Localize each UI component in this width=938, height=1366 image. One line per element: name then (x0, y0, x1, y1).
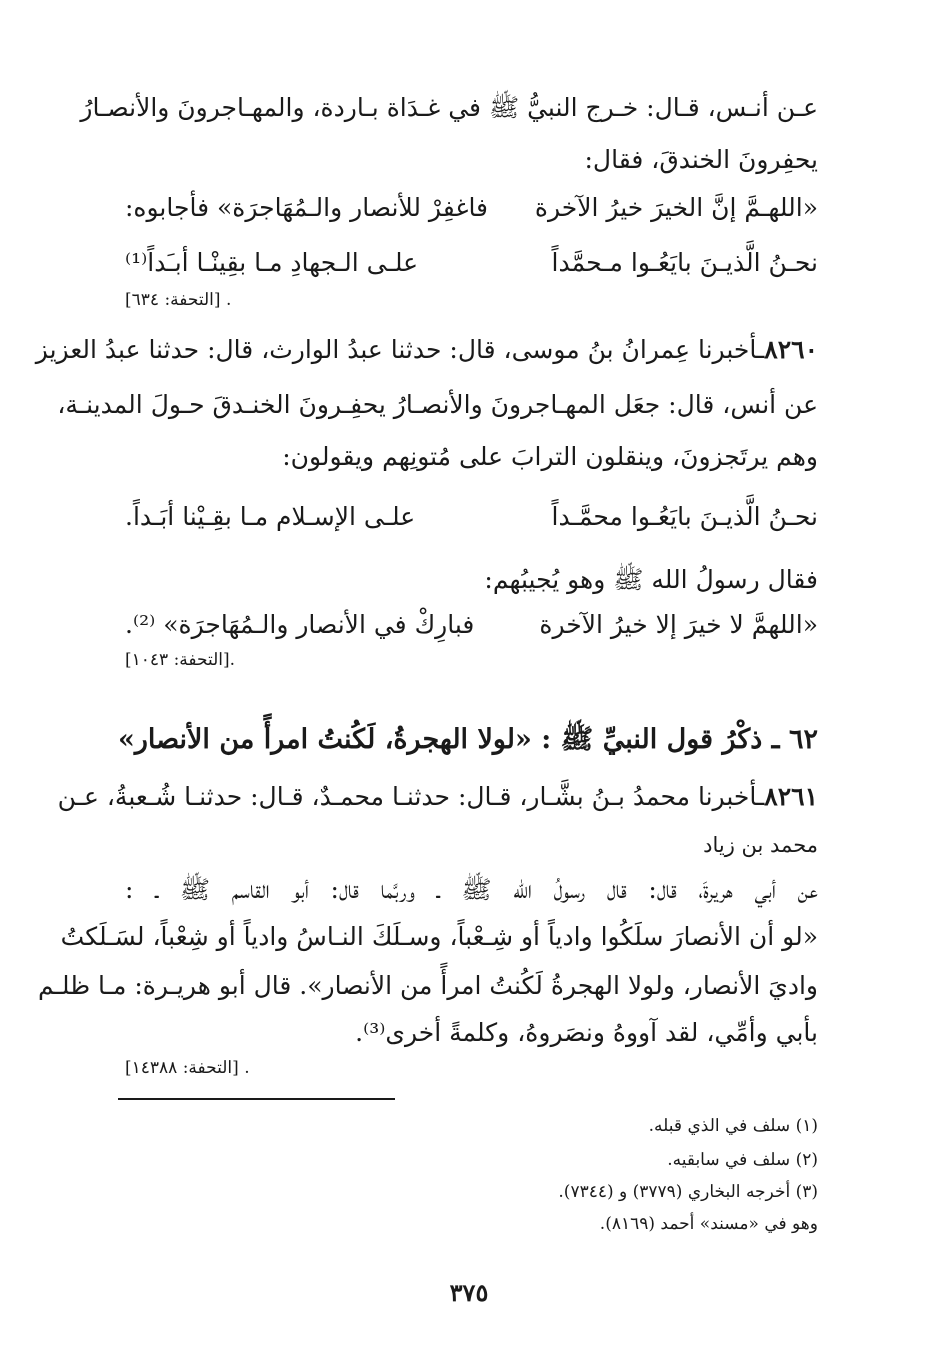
text-line: عن أبي هريرةَ، قال: قال رسولُ الله ﷺ ـ وربَّما قال: أبو القاسم ﷺ ـ : (125, 875, 818, 904)
verse-hemistich: «اللهمَّ لا خيرَ إلا خيرُ الآخرة (539, 610, 818, 639)
footnote: (١) سلف في الذي قبله. (648, 1116, 818, 1136)
verse-hemistich: فاغفِرْ للأنصار والـمُهَاجرَة» فأجابوه: (125, 193, 489, 222)
page-number: ٣٧٥ (449, 1278, 489, 1307)
verse-hemistich: فبارِكْ في الأنصار والـمُهَاجرَة» ⁽²⁾. (125, 610, 475, 639)
tuhfa-reference: [التحفة: ١٤٣٨٨] . (125, 1058, 250, 1078)
text-line: عـن أنـس، قـال: خـرج النبيُّ ﷺ في غـدَاة بـاردة، والمهـاجرونَ والأنصـارُ (80, 93, 818, 122)
verse-hemistich: «اللهـمَّ إنَّ الخيرَ خيرُ الآخرة (534, 193, 818, 222)
hadith-number: ٨٢٦٠ (764, 335, 818, 364)
verse-line (125, 188, 818, 228)
verse-line (125, 497, 818, 537)
footnote-divider (118, 1098, 395, 1100)
verse-hemistich: علـى الـجهادِ مـا بقِينْـا أبـَداً⁽¹⁾ (125, 248, 419, 277)
text-line: وهم يرتَجزونَ، وينقلون الترابَ على مُتونِهم ويقولون: (282, 442, 818, 471)
verse-hemistich: نحـنُ الَّذيـنَ بايَعُـوا مـحمَّداً (551, 248, 818, 277)
text-line: محمد بن زياد (703, 833, 818, 857)
footnote: وهو في «مسند» أحمد (٨١٦٩). (599, 1214, 818, 1234)
hadith-isnad: ـأخبرنا عِمرانُ بنُ موسى، قال: حدثنا عبدُ الوارث، قال: حدثنا عبدُ العزيز (35, 335, 765, 364)
text-line: يحفِرونَ الخندقَ، فقال: (584, 145, 818, 174)
text-line: «لو أن الأنصارَ سلَكُوا وادياً أو شِـعْباً، وسـلَكَ النـاسُ وادياً أو شِعْباً، لسَـلَكتُ (60, 922, 818, 951)
verse-line (125, 243, 818, 283)
hadith-isnad-line (57, 777, 818, 817)
text-line: بأبي وأمِّي، لقد آووهُ ونصَروهُ، وكلمةً أخرى⁽³⁾. (355, 1018, 818, 1047)
hadith-isnad: ـأخبرنا محمدُ بـنُ بشَّـار، قـال: حدثنـا محمـدٌ، قـال: حدثنـا شُـعبةُ، عـن (57, 782, 765, 811)
tuhfa-reference: [التحفة: ٦٣٤] . (125, 290, 232, 310)
hadith-isnad-line (35, 330, 818, 370)
text-line: واديَ الأنصار، ولولا الهجرةُ لَكُنتُ امرأً من الأنصار». قال أبو هريـرة: مـا ظلـم (37, 971, 818, 1000)
chapter-heading: ٦٢ ـ ذكْرُ قول النبيِّ ﷺ : «لولا الهجرةُ، لَكُنتُ امرأً من الأنصار» (117, 724, 818, 755)
text-line: فقال رسولُ الله ﷺ وهو يُجيبُهم: (484, 565, 818, 594)
hadith-number: ٨٢٦١ (764, 782, 818, 811)
text-line: عن أنس، قال: جعَل المهـاجرونَ والأنصـارُ يحفِـرونَ الخنـدقَ حـولَ المدينـة، (57, 390, 818, 419)
verse-hemistich: نحـنُ الَّذيـنَ بايَعُـوا محمَّـداً (551, 502, 818, 531)
footnote: (٣) أخرجه البخاري (٣٧٧٩) و (٧٣٤٤). (558, 1182, 818, 1202)
footnote: (٢) سلف في سابقيه. (667, 1150, 818, 1170)
verse-line (125, 605, 818, 645)
verse-hemistich: علـى الإسـلام مـا بقِـيْنا أبَـداً. (125, 502, 416, 531)
tuhfa-reference: [التحفة: ١٠٤٣]. (125, 650, 236, 670)
